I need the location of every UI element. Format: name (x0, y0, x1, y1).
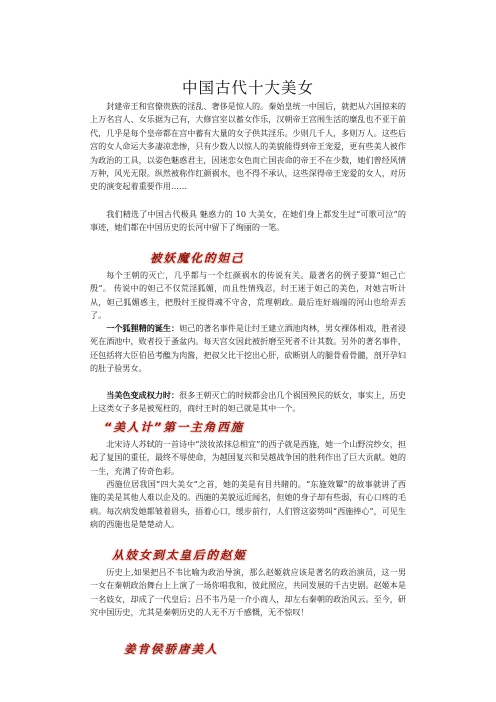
daji-paragraph-1-text: 每个王朝的灭亡，几乎都与一个红颜祸水的传说有关。最著名的例子要算“妲己亡殷”。 传说中的妲己不仅荒淫狐媚，而且性情残忍，纣王迷于妲己的美色，对她言听计从，妲己狐媚惑主，把殷纣王搅得魂不守舍，荒理朝政。最后连好端端的河山也给弄丢了。 (90, 270, 406, 321)
zhaoji-paragraph-1-text: 历史上,如果把吕不韦比喻为政治导演，那么赵姬就应该是著名的政治演员，这一男一女在秦朝政治舞台上上演了一场你唱我和，彼此照应，共同发展的千古史剧。赵姬本是一名妓女，却成了一代皇后；吕不韦乃是一介小商人，却左右秦朝的政治风云。至今，研究中国历史，尤其是秦朝历史的人无不万千感慨，无不惊叹！ (90, 567, 406, 618)
page-title: 中国古代十大美女 (181, 79, 314, 97)
section-heading-zhaoji: 从妓女到太皇后的赵姬 (112, 548, 247, 562)
daji-paragraph-1 (90, 269, 406, 323)
xishi-paragraph-1 (90, 438, 406, 478)
section-heading-daji: 被妖魔化的妲己 (150, 251, 245, 265)
zhaoji-paragraph-1 (90, 566, 406, 620)
daji-paragraph-2-lead: 一个狐狸精的诞生： (106, 323, 180, 333)
daji-paragraph-3-text: 很多王朝灭亡的时候都会出几个祸国殃民的妖女，事实上，历史上这类女子多是被冤枉的，商纣王时的妲己就是其中一个。 (90, 390, 406, 414)
xishi-paragraph-1-text: 北宋诗人苏轼的一首诗中“淡妆浓抹总相宜”的西子就是西施，她一个山野浣纱女，担起了复国的重任，最终不辱使命，为越国复兴和吴越战争国的胜利作出了巨大贡献。她的一生，充满了传奇色彩。 (90, 439, 406, 476)
section-heading-xishi: “美人计”第一主角西施 (104, 420, 245, 434)
intro-paragraph-2: 我们精选了中国古代极具 魅惑力的 10 大美女，在她们身上都发生过“可歌可泣”的事迹，她们都在中国历史的长河中留下了绚丽的一笔。 (90, 209, 406, 233)
daji-paragraph-3-lead: 当美色变成权力时： (106, 390, 180, 400)
daji-paragraph-3 (90, 389, 406, 416)
xishi-paragraph-2 (90, 478, 406, 532)
daji-paragraph-2-text: 妲己的著名事件是让纣王建立酒池肉林，男女裸体相戏，胜者浸死在酒池中，败者投于蚤盆内。每天宫女因此被折磨至死者不计其数。另外的著名事件，还包括将大臣伯邑考醢为肉酱，把叔父比干挖出心肝，砍断别人的腿骨看骨髓，剖开孕妇的肚子验男女。 (90, 323, 406, 374)
daji-paragraph-2 (90, 322, 406, 376)
intro-paragraph-1: 封建帝王和官僚贵族的淫乱、奢侈是惊人的。秦始皇统一中国后，就把从六国掠来的上万名宫人、女乐据为己有，大修宫室以蓄女作乐，汉朝帝王宫闱生活的糜乱也不亚于前代，几乎是每个皇帝都在宫中蓄有大量的女子供其淫乐。少则几千人，多则万人。这些后宫的女人命运大多凄凉悲惨，只有少数人以惊人的美貌能得到帝王宠爱，更有些美人被作为政治的工具，以姿色魅惑君主，因迷恋女色而亡国丧命的帝王不在少数，她们曾经风情万种，风光无限。纵然被称作红颜祸水，也不得不承认，这些深得帝王宠爱的女人，对历史的演变起着重要作用…… (90, 101, 406, 192)
section-heading-tang-beauty: 姜肯侯骄唐美人 (124, 642, 219, 656)
xishi-paragraph-2-text: 西施位居我国“四大美女”之首，她的美是有目共睹的。“东施效颦”的故事就讲了西施的美是其他人难以企及的。西施的美貌远近闻名，但她的身子却有些弱，有心口疼的毛病。每次病发她都皱着眉头，捂着心口，缓步前行，人们管这姿势叫“西施捧心”，可见生病的西施也是楚楚动人。 (90, 479, 406, 530)
